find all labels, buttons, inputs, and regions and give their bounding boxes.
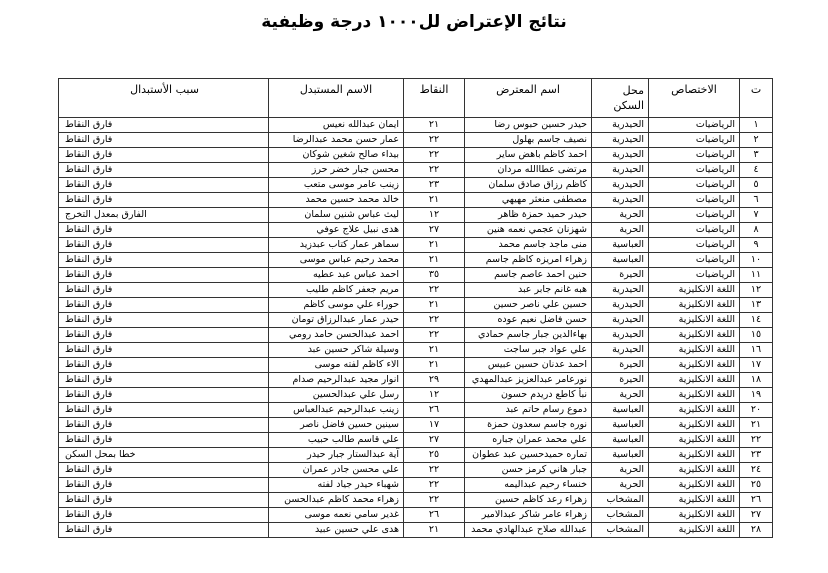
cell-replaced-name: علي محسن جادر عمران [269, 463, 404, 478]
header-num: ت [740, 79, 773, 118]
table-header-row [59, 79, 773, 118]
cell-reason: فارق النقاط [59, 298, 269, 313]
cell-specialization: الرياضيات [649, 133, 740, 148]
table-row [59, 223, 773, 238]
cell-specialization: اللغة الانكليزية [649, 373, 740, 388]
cell-points: ٢١ [404, 118, 465, 133]
cell-reason: فارق النقاط [59, 253, 269, 268]
cell-num: ١١ [740, 268, 773, 283]
cell-residence: العباسية [592, 403, 649, 418]
cell-reason: فارق النقاط [59, 388, 269, 403]
cell-replaced-name: سينين حسين فاضل ناصر [269, 418, 404, 433]
cell-points: ٢٢ [404, 163, 465, 178]
cell-replaced-name: علي قاسم طالب حبيب [269, 433, 404, 448]
table-row [59, 358, 773, 373]
cell-reason: خطا بمحل السكن [59, 448, 269, 463]
cell-objector-name: بهاءالدين جبار جاسم حمادي [465, 328, 592, 343]
cell-points: ٢٩ [404, 373, 465, 388]
cell-replaced-name: خالد محمد حسين محمد [269, 193, 404, 208]
cell-objector-name: عبدالله صلاح عبدالهادي محمد [465, 523, 592, 538]
cell-points: ٢٦ [404, 403, 465, 418]
cell-num: ١ [740, 118, 773, 133]
cell-num: ٢١ [740, 418, 773, 433]
cell-points: ٢١ [404, 193, 465, 208]
cell-reason: فارق النقاط [59, 268, 269, 283]
cell-replaced-name: حوراء علي موسى كاظم [269, 298, 404, 313]
table-row [59, 253, 773, 268]
cell-num: ١٦ [740, 343, 773, 358]
cell-residence: الحيدرية [592, 148, 649, 163]
cell-replaced-name: محسن جبار خضر حرز [269, 163, 404, 178]
cell-objector-name: زهراء عامر شاكر عبدالامير [465, 508, 592, 523]
cell-points: ٢١ [404, 298, 465, 313]
cell-specialization: اللغة الانكليزية [649, 343, 740, 358]
cell-replaced-name: ليث عباس شنين سلمان [269, 208, 404, 223]
cell-specialization: الرياضيات [649, 268, 740, 283]
cell-reason: فارق النقاط [59, 238, 269, 253]
cell-specialization: الرياضيات [649, 118, 740, 133]
cell-objector-name: مرتضى عطاالله مردان [465, 163, 592, 178]
cell-residence: الحرية [592, 388, 649, 403]
cell-points: ٢٦ [404, 508, 465, 523]
cell-reason: الفارق بمعدل التخرج [59, 208, 269, 223]
cell-points: ٣٥ [404, 268, 465, 283]
cell-reason: فارق النقاط [59, 163, 269, 178]
cell-num: ١٥ [740, 328, 773, 343]
cell-points: ٢٢ [404, 313, 465, 328]
cell-specialization: اللغة الانكليزية [649, 463, 740, 478]
cell-residence: الحرية [592, 223, 649, 238]
cell-objector-name: كاظم رزاق صادق سلمان [465, 178, 592, 193]
cell-reason: فارق النقاط [59, 193, 269, 208]
cell-specialization: اللغة الانكليزية [649, 358, 740, 373]
cell-replaced-name: حيدر عمار عبدالرزاق تومان [269, 313, 404, 328]
table-row [59, 193, 773, 208]
cell-objector-name: خنساء رحيم عبداليمه [465, 478, 592, 493]
cell-residence: الحيدرية [592, 298, 649, 313]
cell-num: ٣ [740, 148, 773, 163]
cell-residence: العباسية [592, 253, 649, 268]
cell-num: ١٧ [740, 358, 773, 373]
cell-replaced-name: هدى نبيل علاج عوفي [269, 223, 404, 238]
cell-residence: الحيدرية [592, 133, 649, 148]
cell-num: ١٢ [740, 283, 773, 298]
cell-points: ٢١ [404, 523, 465, 538]
cell-reason: فارق النقاط [59, 523, 269, 538]
cell-specialization: الرياضيات [649, 238, 740, 253]
cell-replaced-name: احمد عبدالحسن حامد رومي [269, 328, 404, 343]
table-row [59, 283, 773, 298]
cell-objector-name: منى ماجد جاسم محمد [465, 238, 592, 253]
cell-residence: الحيدرية [592, 163, 649, 178]
cell-residence: الحيدرية [592, 283, 649, 298]
cell-points: ٢٢ [404, 148, 465, 163]
cell-num: ٢٤ [740, 463, 773, 478]
cell-reason: فارق النقاط [59, 328, 269, 343]
cell-residence: الحيرة [592, 358, 649, 373]
cell-objector-name: حسين علي ناصر حسين [465, 298, 592, 313]
cell-replaced-name: احمد عباس عبد عطيه [269, 268, 404, 283]
cell-replaced-name: محمد رحيم عباس موسى [269, 253, 404, 268]
cell-reason: فارق النقاط [59, 283, 269, 298]
cell-points: ٢٢ [404, 328, 465, 343]
cell-reason: فارق النقاط [59, 358, 269, 373]
cell-specialization: الرياضيات [649, 223, 740, 238]
cell-residence: العباسية [592, 238, 649, 253]
cell-replaced-name: انوار مجيد عبدالرحيم صدام [269, 373, 404, 388]
cell-replaced-name: شهباء حيدر جياد لفته [269, 478, 404, 493]
cell-num: ١٤ [740, 313, 773, 328]
cell-replaced-name: وسيلة شاكر حسين عبد [269, 343, 404, 358]
cell-objector-name: مصطفى منعثر مهيهي [465, 193, 592, 208]
cell-objector-name: احمد عدنان حسين عبيس [465, 358, 592, 373]
cell-replaced-name: سماهر عمار كتاب عبدزيد [269, 238, 404, 253]
cell-points: ٢٧ [404, 223, 465, 238]
cell-num: ١٨ [740, 373, 773, 388]
cell-num: ١٣ [740, 298, 773, 313]
cell-residence: الحيدرية [592, 313, 649, 328]
cell-specialization: الرياضيات [649, 208, 740, 223]
cell-points: ١٢ [404, 208, 465, 223]
table-row [59, 343, 773, 358]
cell-objector-name: علي عواد جبر ساجت [465, 343, 592, 358]
cell-num: ٢٦ [740, 493, 773, 508]
cell-residence: الحيرة [592, 373, 649, 388]
cell-points: ١٢ [404, 388, 465, 403]
cell-specialization: اللغة الانكليزية [649, 328, 740, 343]
table-row [59, 478, 773, 493]
cell-num: ١٩ [740, 388, 773, 403]
cell-specialization: اللغة الانكليزية [649, 493, 740, 508]
table-row [59, 118, 773, 133]
cell-specialization: اللغة الانكليزية [649, 313, 740, 328]
cell-reason: فارق النقاط [59, 223, 269, 238]
cell-points: ٢١ [404, 343, 465, 358]
cell-objector-name: حسن فاضل نعيم عوده [465, 313, 592, 328]
cell-replaced-name: مريم جعفر كاظم طليب [269, 283, 404, 298]
cell-replaced-name: زينب عامر موسى متعب [269, 178, 404, 193]
table-row [59, 403, 773, 418]
cell-replaced-name: آية عبدالستار جبار حيدر [269, 448, 404, 463]
cell-reason: فارق النقاط [59, 403, 269, 418]
cell-residence: الحرية [592, 208, 649, 223]
results-table [58, 78, 773, 538]
cell-objector-name: جبار هاني كرمز حسن [465, 463, 592, 478]
cell-residence: الحيدرية [592, 328, 649, 343]
cell-num: ٢٧ [740, 508, 773, 523]
cell-specialization: اللغة الانكليزية [649, 418, 740, 433]
cell-reason: فارق النقاط [59, 313, 269, 328]
cell-specialization: اللغة الانكليزية [649, 283, 740, 298]
cell-replaced-name: رسل علي عبدالحسين [269, 388, 404, 403]
table-row [59, 373, 773, 388]
cell-points: ٢١ [404, 238, 465, 253]
cell-reason: فارق النقاط [59, 118, 269, 133]
cell-reason: فارق النقاط [59, 148, 269, 163]
cell-specialization: الرياضيات [649, 178, 740, 193]
cell-residence: العباسية [592, 418, 649, 433]
cell-num: ٢٣ [740, 448, 773, 463]
header-reason: سبب الأستبدال [59, 79, 269, 118]
cell-points: ٢١ [404, 358, 465, 373]
cell-residence: الحيدرية [592, 343, 649, 358]
table-row [59, 493, 773, 508]
cell-points: ٢٣ [404, 178, 465, 193]
header-replaced-name: الاسم المستبدل [269, 79, 404, 118]
cell-replaced-name: زهراء محمد كاظم عبدالحسن [269, 493, 404, 508]
cell-num: ٢٥ [740, 478, 773, 493]
cell-specialization: اللغة الانكليزية [649, 433, 740, 448]
page-title: نتائج الإعتراض لل١٠٠٠ درجة وظيفية [261, 12, 567, 32]
header-specialization: الاختصاص [649, 79, 740, 118]
cell-replaced-name: ايمان عبدالله نعيس [269, 118, 404, 133]
cell-num: ٦ [740, 193, 773, 208]
cell-objector-name: زهراء امريزه كاظم جاسم [465, 253, 592, 268]
cell-replaced-name: بيداء صالح شغين شوكان [269, 148, 404, 163]
cell-specialization: الرياضيات [649, 148, 740, 163]
cell-objector-name: شهزنان عجمي نعمه هنين [465, 223, 592, 238]
cell-objector-name: حيدر حميد حمزة ظاهر [465, 208, 592, 223]
cell-objector-name: نوره جاسم سعدون حمزة [465, 418, 592, 433]
cell-residence: الحيدرية [592, 193, 649, 208]
cell-residence: الحيدرية [592, 118, 649, 133]
cell-objector-name: نبأ كاطع دريدم حسون [465, 388, 592, 403]
cell-specialization: الرياضيات [649, 163, 740, 178]
cell-points: ٢٢ [404, 493, 465, 508]
cell-reason: فارق النقاط [59, 133, 269, 148]
cell-reason: فارق النقاط [59, 463, 269, 478]
table-row [59, 268, 773, 283]
cell-specialization: اللغة الانكليزية [649, 478, 740, 493]
cell-points: ١٧ [404, 418, 465, 433]
cell-points: ٢٢ [404, 478, 465, 493]
table-body [59, 118, 773, 538]
cell-specialization: اللغة الانكليزية [649, 523, 740, 538]
cell-num: ٢٠ [740, 403, 773, 418]
cell-num: ٨ [740, 223, 773, 238]
cell-reason: فارق النقاط [59, 178, 269, 193]
table-row [59, 313, 773, 328]
cell-objector-name: علي محمد عمران جباره [465, 433, 592, 448]
cell-replaced-name: غدير سامي نعمه موسى [269, 508, 404, 523]
table-row [59, 448, 773, 463]
cell-objector-name: تماره حميدحسين عبد عطوان [465, 448, 592, 463]
cell-residence: المشخاب [592, 523, 649, 538]
cell-reason: فارق النقاط [59, 508, 269, 523]
cell-points: ٢٢ [404, 463, 465, 478]
cell-reason: فارق النقاط [59, 418, 269, 433]
cell-objector-name: احمد كاظم باهض ساير [465, 148, 592, 163]
table-row [59, 463, 773, 478]
table-row [59, 433, 773, 448]
cell-specialization: اللغة الانكليزية [649, 298, 740, 313]
table-row [59, 388, 773, 403]
cell-replaced-name: زينب عبدالرحيم عبدالعباس [269, 403, 404, 418]
cell-num: ٧ [740, 208, 773, 223]
cell-objector-name: نصيف جاسم بهلول [465, 133, 592, 148]
cell-specialization: اللغة الانكليزية [649, 508, 740, 523]
cell-replaced-name: عمار حسن محمد عبدالرضا [269, 133, 404, 148]
cell-replaced-name: الاء كاظم لفته موسى [269, 358, 404, 373]
table-row [59, 328, 773, 343]
cell-reason: فارق النقاط [59, 343, 269, 358]
cell-specialization: الرياضيات [649, 193, 740, 208]
cell-specialization: اللغة الانكليزية [649, 388, 740, 403]
table-row [59, 133, 773, 148]
cell-num: ٤ [740, 163, 773, 178]
cell-residence: المشخاب [592, 493, 649, 508]
cell-objector-name: نورعامر عبدالعزيز عبدالمهدي [465, 373, 592, 388]
cell-objector-name: حنين احمد عاصم جاسم [465, 268, 592, 283]
table-row [59, 418, 773, 433]
cell-residence: العباسية [592, 448, 649, 463]
cell-points: ٢٥ [404, 448, 465, 463]
cell-specialization: الرياضيات [649, 253, 740, 268]
cell-specialization: اللغة الانكليزية [649, 448, 740, 463]
cell-residence: المشخاب [592, 508, 649, 523]
cell-points: ٢٢ [404, 283, 465, 298]
table-row [59, 523, 773, 538]
cell-objector-name: دموع رسام حاتم عبد [465, 403, 592, 418]
cell-replaced-name: هدى علي حسين عبيد [269, 523, 404, 538]
table-row [59, 148, 773, 163]
table-row [59, 178, 773, 193]
cell-objector-name: زهراء رعد كاظم حسين [465, 493, 592, 508]
table-row [59, 208, 773, 223]
cell-points: ٢١ [404, 253, 465, 268]
header-objector-name: اسم المعترض [465, 79, 592, 118]
cell-num: ١٠ [740, 253, 773, 268]
cell-points: ٢٧ [404, 433, 465, 448]
cell-reason: فارق النقاط [59, 478, 269, 493]
table-row [59, 508, 773, 523]
cell-num: ٢٨ [740, 523, 773, 538]
table-row [59, 238, 773, 253]
cell-objector-name: هبه غانم جابر عبد [465, 283, 592, 298]
cell-num: ٩ [740, 238, 773, 253]
cell-num: ٢٢ [740, 433, 773, 448]
cell-num: ٢ [740, 133, 773, 148]
cell-points: ٢٢ [404, 133, 465, 148]
cell-residence: الحيدرية [592, 178, 649, 193]
table-row [59, 163, 773, 178]
cell-residence: الحيرة [592, 268, 649, 283]
cell-objector-name: حيدر حسين حبوس رضا [465, 118, 592, 133]
cell-reason: فارق النقاط [59, 493, 269, 508]
cell-specialization: اللغة الانكليزية [649, 403, 740, 418]
header-residence: محل السكن [592, 79, 649, 118]
cell-residence: الحرية [592, 463, 649, 478]
cell-num: ٥ [740, 178, 773, 193]
table-row [59, 298, 773, 313]
cell-reason: فارق النقاط [59, 373, 269, 388]
cell-reason: فارق النقاط [59, 433, 269, 448]
cell-residence: الحرية [592, 478, 649, 493]
header-points: النقاط [404, 79, 465, 118]
cell-residence: العباسية [592, 433, 649, 448]
